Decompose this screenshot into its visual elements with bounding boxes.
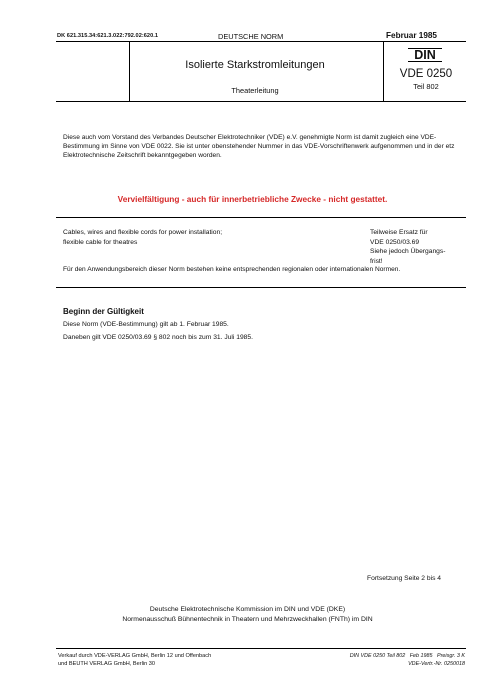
document-title: Isolierte Starkstromleitungen: [185, 59, 325, 71]
publisher-line: und BEUTH VERLAG GmbH, Berlin 30: [58, 661, 155, 667]
reproduction-warning: Vervielfältigung - auch für innerbetriebliche Zwecke - nicht gestattet.: [117, 194, 388, 204]
validity-transition: Daneben gilt VDE 0250/03.69 § 802 noch bis zum 31. Juli 1985.: [63, 334, 253, 341]
dk-classification: DK 621.315.34:621.3.022:792.02:620.1: [57, 33, 159, 39]
norm-type: DEUTSCHE NORM: [218, 32, 284, 41]
scope-statement: Für den Anwendungsbereich dieser Norm bestehen keine entsprechenden regionalen oder internationalen Normen.: [63, 266, 401, 273]
replacement-line: frist!: [370, 257, 383, 265]
reference-line: VDE-Vertr.-Nr. 0250018: [408, 661, 465, 667]
title-box-divider-left: [129, 41, 130, 102]
english-title: [63, 228, 313, 247]
document-subtitle: Theaterleitung: [231, 86, 279, 95]
validity-start: Diese Norm (VDE-Bestimmung) gilt ab 1. Februar 1985.: [63, 321, 229, 328]
committee-line: Deutsche Elektrotechnische Kommission im DIN und VDE (DKE): [149, 606, 346, 613]
warning-bottom-rule: [56, 217, 466, 218]
issue-date: Februar 1985: [386, 31, 437, 40]
validity-heading: Beginn der Gültigkeit: [63, 307, 144, 316]
english-title-line: flexible cable for theatres: [63, 238, 138, 246]
replacement-line: Siehe jedoch Übergangs-: [370, 248, 446, 255]
reference-line: DIN VDE 0250 Teil 802 Feb 1985 Preisgr. 3 K: [349, 653, 465, 659]
replacement-line: VDE 0250/03.69: [370, 238, 420, 246]
din-logo: DIN: [408, 48, 442, 62]
replacement-note: [370, 228, 470, 266]
standard-part: Teil 802: [413, 82, 439, 91]
intro-paragraph: Diese auch vom Vorstand des Verbandes Deutscher Elektrotechniker (VDE) e.V. genehmigte Norm ist damit zugleich eine VDE-Bestimmung im Sinne von VDE 0022. Sie ist unter obenstehender Nummer in das VDE-Vorschriftenwerk aufgenommen und in der etz Elektrotechnische Zeitschrift bekanntgegeben worden.: [63, 134, 455, 160]
standard-number: VDE 0250: [399, 68, 453, 80]
committee-line: Normenausschuß Bühnentechnik in Theatern und Mehrzweckhallen (FNTh) im DIN: [122, 616, 373, 624]
publisher-info: [58, 652, 298, 668]
scope-bottom-rule: [56, 287, 466, 288]
publisher-line: Verkauf durch VDE-VERLAG GmbH, Berlin 12 und Offenbach: [58, 653, 212, 659]
footer-rule: [56, 648, 466, 649]
replacement-line: Teilweise Ersatz für: [370, 229, 428, 236]
continuation-note: Fortsetzung Seite 2 bis 4: [367, 575, 441, 582]
document-reference: [330, 652, 465, 668]
header-rule: [56, 41, 466, 42]
english-title-line: Cables, wires and flexible cords for power installation;: [63, 229, 223, 236]
title-box-bottom-rule: [56, 101, 466, 102]
committee-block: [120, 605, 375, 626]
